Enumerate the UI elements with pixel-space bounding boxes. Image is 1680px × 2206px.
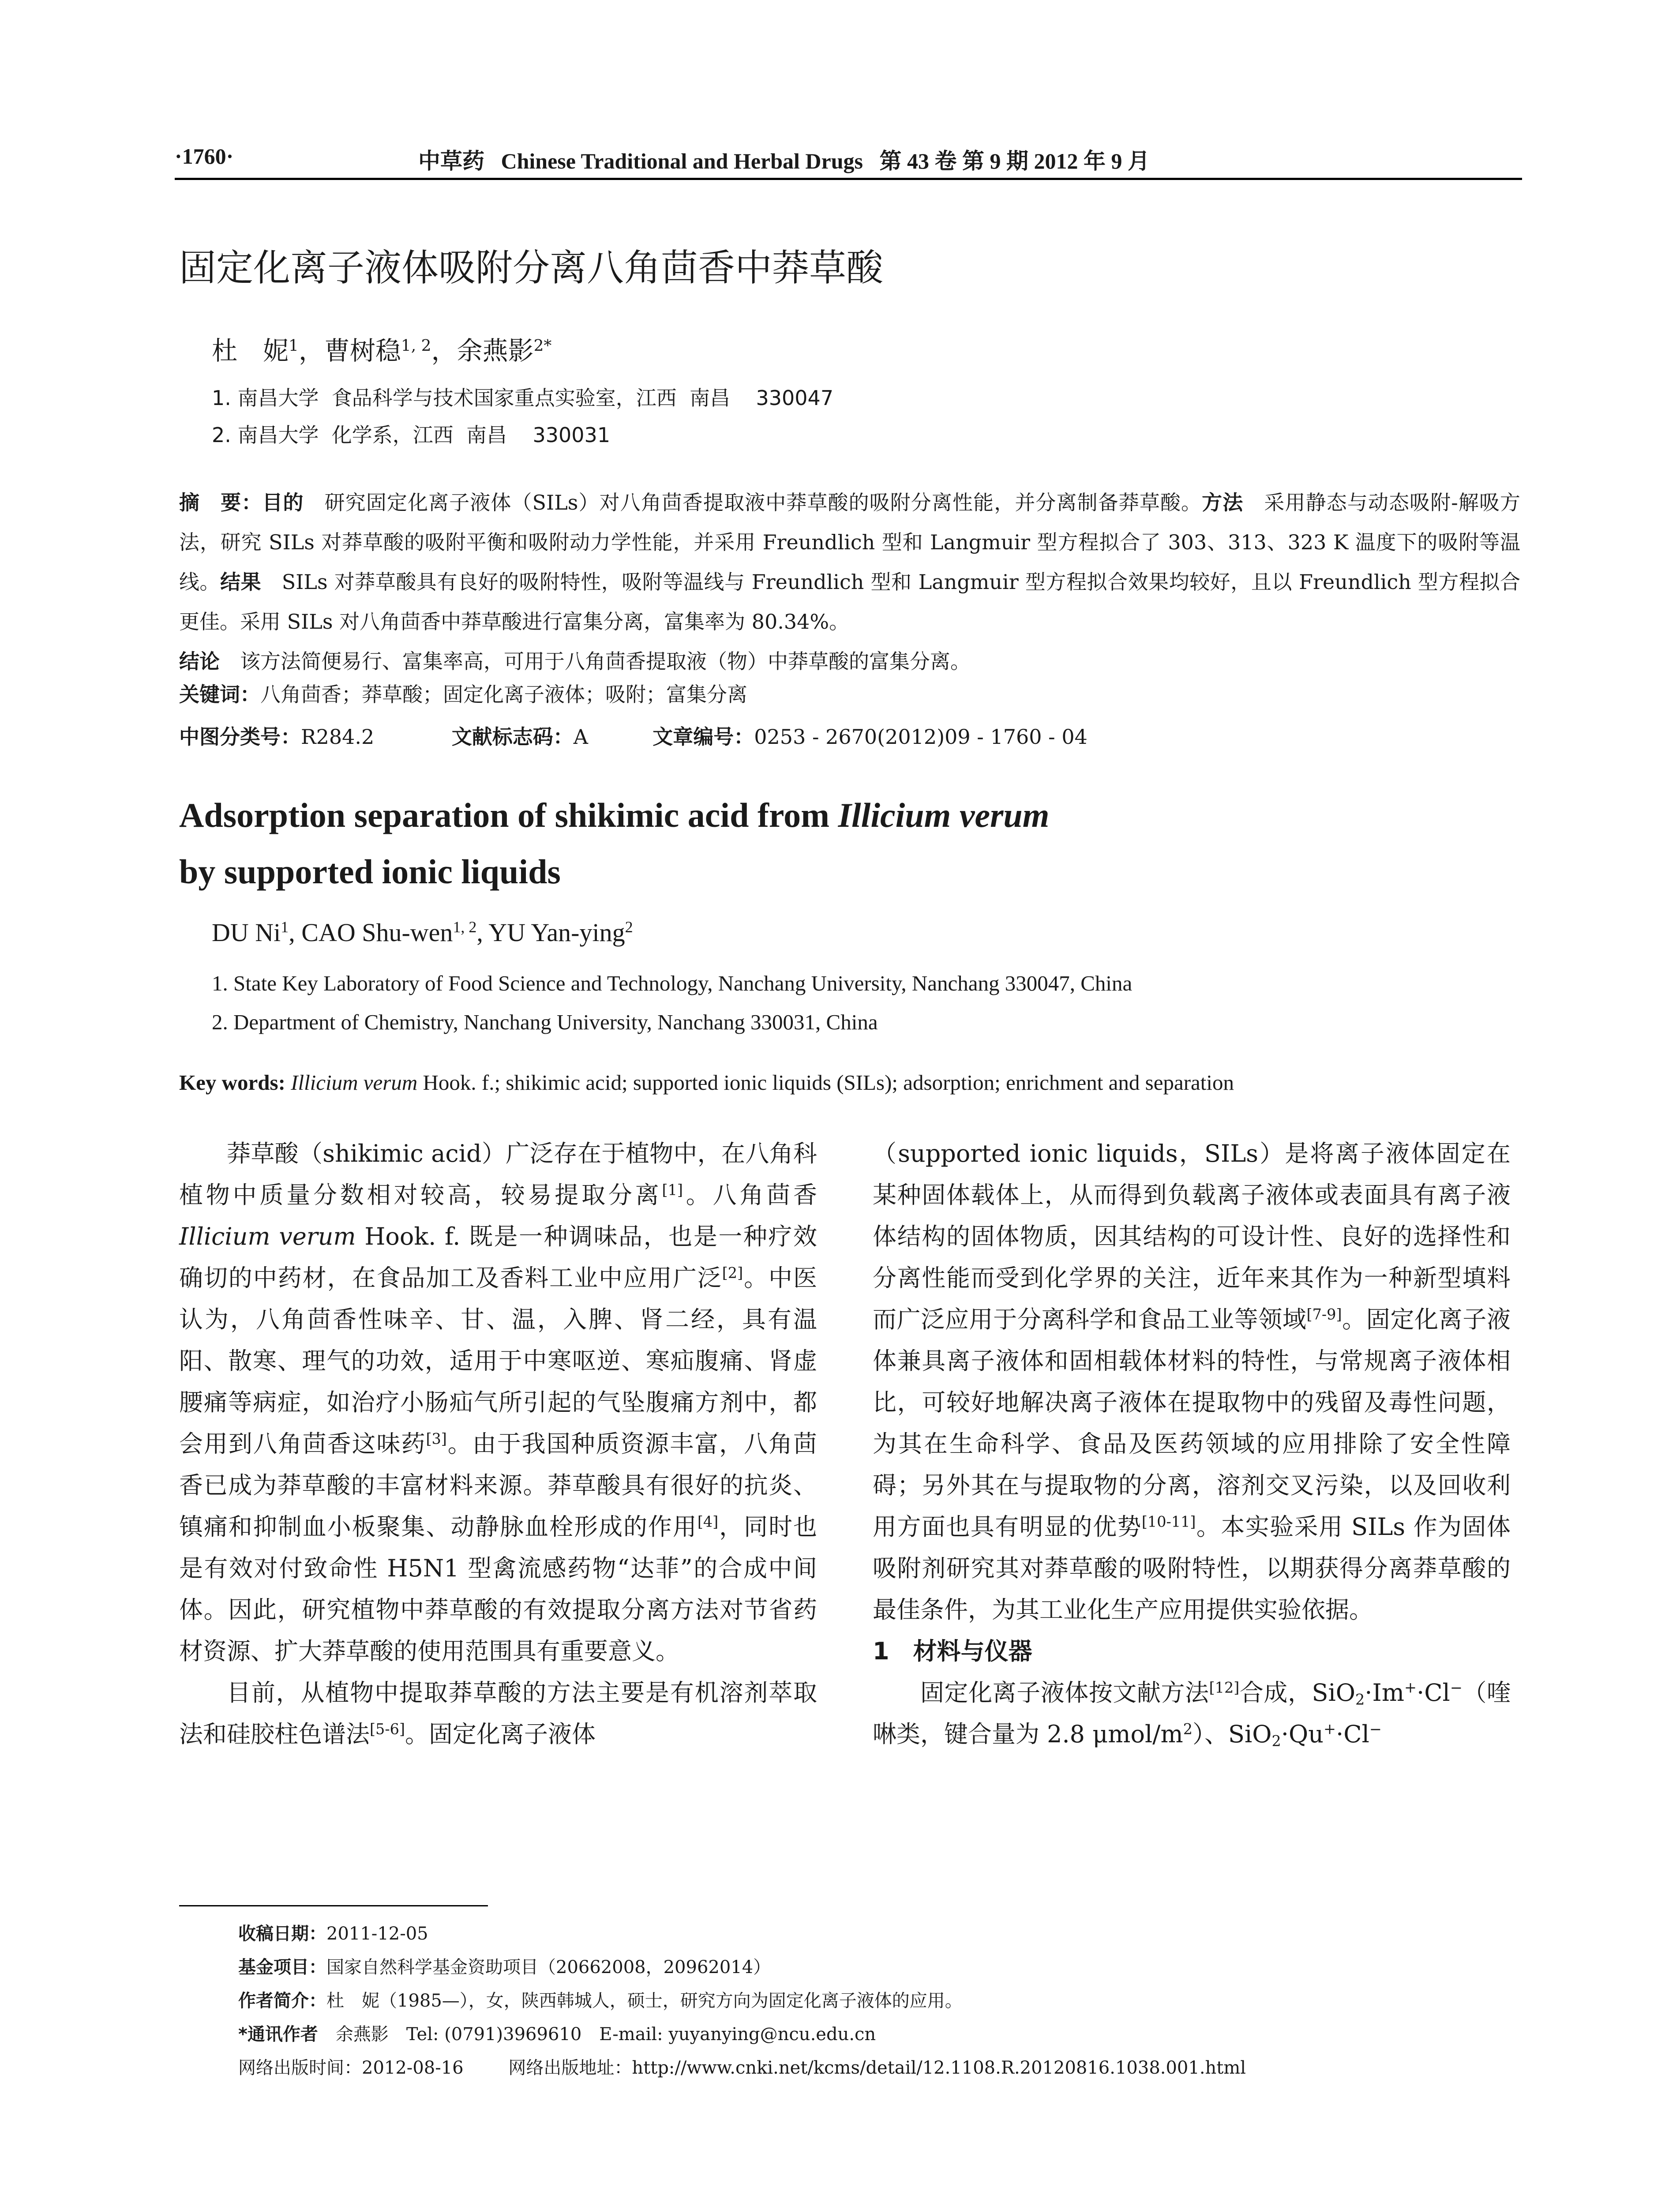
citation: [3] bbox=[426, 1430, 447, 1448]
page-number: ·1760· bbox=[175, 144, 234, 169]
journal-name-cn: 中草药 bbox=[418, 148, 484, 174]
footnote-bio: 作者简介：杜 妮（1985—），女，陕西韩城人，硕士，研究方向为固定化离子液体的应用。 bbox=[238, 1991, 963, 2011]
abstract-conclusion: 该方法简便易行、富集率高，可用于八角茴香提取液（物）中莽草酸的富集分离。 bbox=[240, 649, 971, 673]
doc-code: A bbox=[573, 725, 589, 749]
body-paragraph-2a: 目前，从植物中提取莽草酸的方法主要是有机溶剂萃取法和硅胶柱色谱法[5-6]。固定化离子液体 bbox=[179, 1679, 817, 1748]
journal-issue: 第 43 卷 第 9 期 2012 年 9 月 bbox=[879, 149, 1150, 173]
abstract-objective: 研究固定化离子液体（SILs）对八角茴香提取液中莽草酸的吸附分离性能，并分离制备莽草酸。 bbox=[324, 491, 1202, 514]
abstract-cn: 摘 要：目的 研究固定化离子液体（SILs）对八角茴香提取液中莽草酸的吸附分离性能，并分离制备莽草酸。方法 采用静态与动态吸附-解吸方法，研究 SILs 对莽草酸的吸附平衡和吸附动力学性能，并采用 Freundlich 型和 Langmuir 型方程拟合了 303、313、323 K 温度下的吸附等温线。结果 SILs 对莽草酸具有良好的吸附特性，吸附等温线与 Freundlich 型和 Langmuir 型方程拟合效果均较好，且以 Freundlich 型方程拟合更佳。采用 SILs 对八角茴香中莽草酸进行富集分离，富集率为 80.34%。 结论 该方法简便易行、富集率高，可用于八角茴香提取液（物）中莽草酸的富集分离。 bbox=[179, 491, 1521, 673]
journal-name-en: Chinese Traditional and Herbal Drugs bbox=[501, 149, 863, 173]
body-column-left bbox=[179, 1133, 817, 1755]
footnote-rule bbox=[179, 1905, 488, 1906]
authors-en: DU Ni$^1$, CAO Shu-wen$^{1, 2}$, YU Yan-ying$^2$ bbox=[212, 918, 633, 947]
author-3: 余燕影 bbox=[457, 336, 534, 366]
body-column-right bbox=[873, 1133, 1511, 1755]
section-heading-1: 1 材料与仪器 bbox=[873, 1637, 1032, 1665]
keywords-en: Key words: Illicium verum Hook. f.; shikimic acid; supported ionic liquids (SILs); adsorption; enrichment and separation bbox=[179, 1070, 1234, 1095]
abstract-methods: 采用静态与动态吸附-解吸方法，研究 SILs 对莽草酸的吸附平衡和吸附动力学性能，并采用 Freundlich 型和 Langmuir 型方程拟合了 303、313、323 K 温度下的吸附等温线。 bbox=[179, 491, 1521, 594]
title-en: Adsorption separation of shikimic acid from Illicium verum by supported ionic liquids bbox=[179, 796, 1050, 891]
online-url: http://www.cnki.net/kcms/detail/12.1108.R.20120816.1038.001.html bbox=[632, 2058, 1246, 2078]
keywords-cn: 关键词：八角茴香；莽草酸；固定化离子液体；吸附；富集分离 bbox=[179, 683, 747, 706]
body-paragraph-2b: （supported ionic liquids，SILs）是将离子液体固定在某种固体载体上，从而得到负载离子液体或表面具有离子液体结构的固体物质，因其结构的可设计性、良好的选择性和分离性能而受到化学界的关注，近年来其作为一种新型填料而广泛应用于分离科学和食品工业等领域[7-9]。固定化离子液体兼具离子液体和固相载体材料的特性，与常规离子液体相比，可较好地解决离子液体在提取物中的残留及毒性问题，为其在生命科学、食品及医药领域的应用排除了安全性障碍；另外其在与提取物的分离，溶剂交叉污染，以及回收利用方面也具有明显的优势[10-11]。本实验采用 SILs 作为固体吸附剂研究其对莽草酸的吸附特性，以期获得分离莽草酸的最佳条件，为其工业化生产应用提供实验依据。 bbox=[873, 1140, 1511, 1624]
citation: [1] bbox=[662, 1181, 683, 1199]
affiliation-en-1: 1. State Key Laboratory of Food Science and Technology, Nanchang University, Nanchang 330047, China bbox=[212, 971, 1132, 995]
footnote-corresponding: *通讯作者 余燕影 Tel: (0791)3969610 E-mail: yuyanying@ncu.edu.cn bbox=[238, 2024, 876, 2045]
body-paragraph-3: 固定化离子液体按文献方法[12]合成，SiO$_2$·Im+·Cl−（喹啉类，键合量为 2.8 μmol/$m^2$）、SiO$_2$·Qu+·Cl− bbox=[873, 1679, 1511, 1750]
affiliation-en-2: 2. Department of Chemistry, Nanchang University, Nanchang 330031, China bbox=[212, 1010, 878, 1034]
citation: [4] bbox=[697, 1513, 719, 1531]
footnotes bbox=[238, 1917, 1246, 2085]
classification-row: 中图分类号：R284.2 文献标志码：A 文章编号：0253 - 2670(2012)09 - 1760 - 04 bbox=[179, 725, 1088, 749]
citation: [7-9] bbox=[1306, 1306, 1342, 1323]
clc-number: R284.2 bbox=[301, 725, 375, 749]
footnote-online: 网络出版时间：2012-08-16 网络出版地址：http://www.cnki.net/kcms/detail/12.1108.R.20120816.1038.001.html bbox=[238, 2058, 1246, 2078]
body-paragraph-1: 莽草酸（shikimic acid）广泛存在于植物中，在八角科植物中质量分数相对较高，较易提取分离[1]。八角茴香 Illicium verum Hook. f. 既是一种调味品，也是一种疗效确切的中药材，在食品加工及香料工业中应用广泛[2]。中医认为，八角茴香性味辛、甘、温，入脾、肾二经，具有温阳、散寒、理气的功效，适用于中寒呕逆、寒疝腹痛、肾虚腰痛等病症，如治疗小肠疝气所引起的气坠腹痛方剂中，都会用到八角茴香这味药[3]。由于我国种质资源丰富，八角茴香已成为莽草酸的丰富材料来源。莽草酸具有很好的抗炎、镇痛和抑制血小板聚集、动静脉血栓形成的作用[4]，同时也是有效对付致命性 H5N1 型禽流感药物“达菲”的合成中间体。因此，研究植物中莽草酸的有效提取分离方法对节省药材资源、扩大莽草酸的使用范围具有重要意义。 bbox=[179, 1140, 818, 1665]
citation: [5-6] bbox=[370, 1720, 405, 1738]
affiliation-cn-2: 2. 南昌大学 化学系，江西 南昌 330031 bbox=[212, 423, 611, 447]
affiliation-cn-1: 1. 南昌大学 食品科学与技术国家重点实验室，江西 南昌 330047 bbox=[212, 386, 834, 410]
footnote-fund: 基金项目：国家自然科学基金资助项目（20662008，20962014） bbox=[238, 1957, 771, 1977]
journal-info bbox=[418, 143, 1150, 175]
title-cn: 固定化离子液体吸附分离八角茴香中莽草酸 bbox=[179, 246, 884, 289]
abstract-results: SILs 对莽草酸具有良好的吸附特性，吸附等温线与 Freundlich 型和 Langmuir 型方程拟合效果均较好，且以 Freundlich 型方程拟合更佳。采用 SILs 对八角茴香中莽草酸进行富集分离，富集率为 80.34%。 bbox=[179, 570, 1521, 634]
author-1: 杜 妮 bbox=[212, 336, 289, 366]
abstract-label: 摘 要： bbox=[179, 491, 262, 514]
citation: [10-11] bbox=[1141, 1513, 1196, 1531]
citation: [2] bbox=[722, 1264, 743, 1282]
authors-cn: 杜 妮$^1$，曹树稳$^{1, 2}$，余燕影$^{2*}$ bbox=[212, 336, 552, 366]
author-2: 曹树稳 bbox=[324, 336, 401, 366]
footnote-received: 收稿日期：2011-12-05 bbox=[238, 1924, 428, 1944]
running-header bbox=[175, 132, 1522, 181]
citation: [12] bbox=[1209, 1679, 1240, 1696]
article-number: 0253 - 2670(2012)09 - 1760 - 04 bbox=[754, 725, 1088, 749]
header-rule bbox=[175, 178, 1522, 180]
